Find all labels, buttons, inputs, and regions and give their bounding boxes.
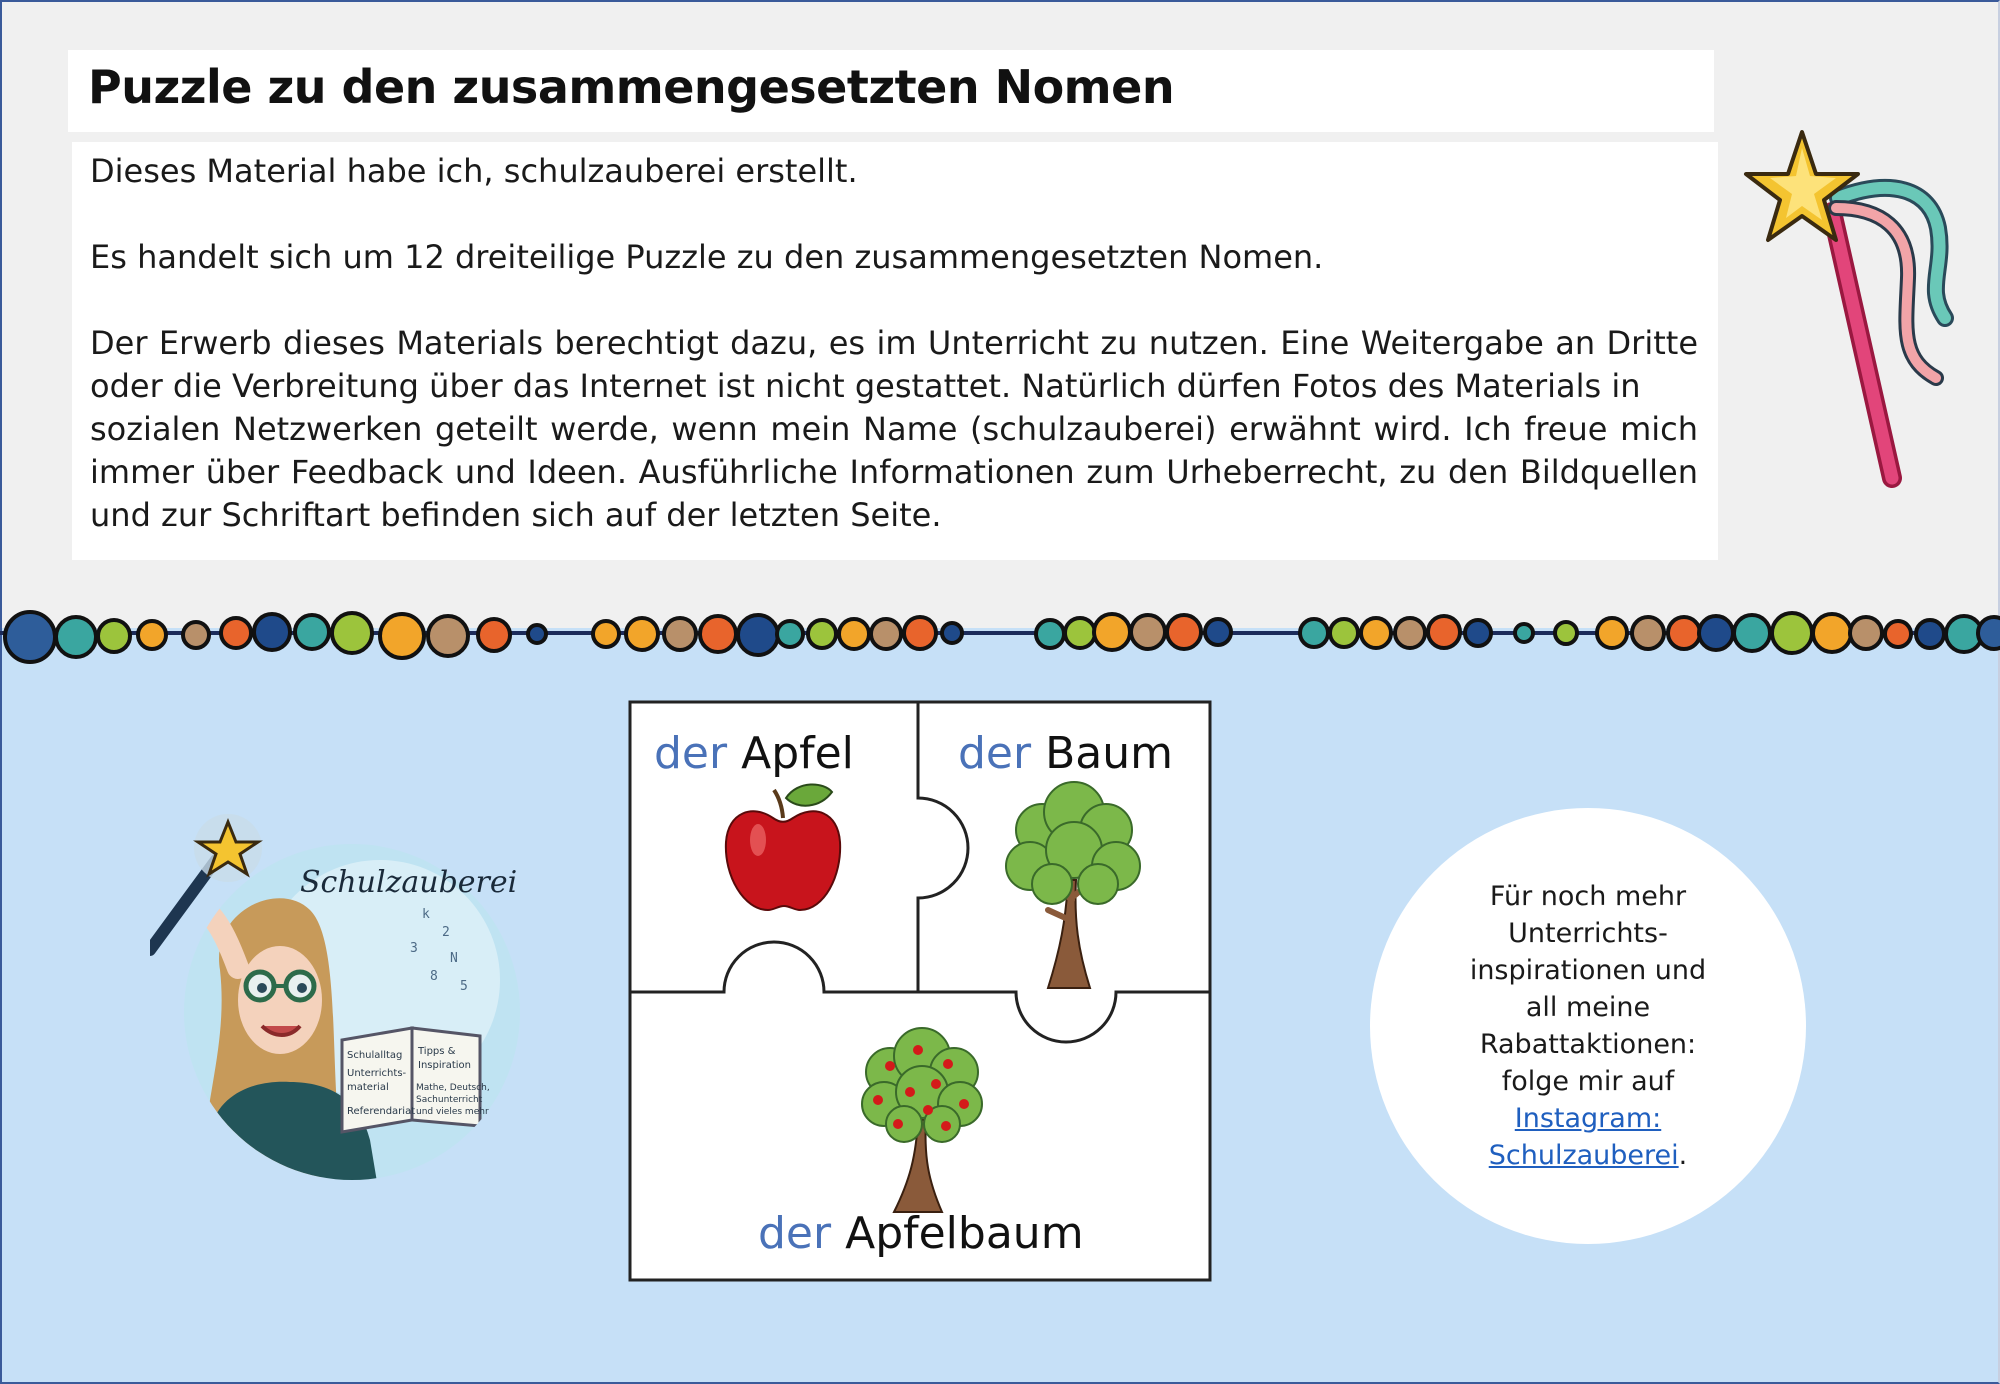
description-text — [90, 150, 1698, 537]
promo-line: folge mir auf — [1501, 1066, 1675, 1097]
logo-book-right-3: Mathe, Deutsch, — [416, 1083, 490, 1093]
schulzauberei-logo — [150, 800, 530, 1190]
logo-book-left-1: Schulalltag — [347, 1050, 403, 1061]
logo-book-right-1: Tipps & — [418, 1046, 456, 1057]
svg-text:N: N — [450, 951, 458, 966]
promo-line: Unterrichts- — [1508, 918, 1668, 949]
logo-brand-text: Schulzauberei — [300, 865, 518, 900]
svg-text:2: 2 — [442, 925, 450, 940]
logo-book-right-4: Sachunterricht — [416, 1095, 483, 1105]
description-box — [72, 142, 1718, 560]
svg-text:k: k — [422, 907, 430, 922]
puzzle-outline — [628, 700, 1214, 1284]
instagram-promo-text — [1420, 878, 1756, 1174]
logo-book-left-3: material — [347, 1082, 389, 1093]
article-label: der — [958, 728, 1032, 779]
page-title: Puzzle zu den zusammengesetzten Nomen — [88, 60, 1175, 114]
logo-book-right-2: Inspiration — [418, 1060, 472, 1071]
noun-label: Apfel — [741, 728, 854, 779]
compound-noun-puzzle — [628, 700, 1214, 1284]
noun-label: Baum — [1045, 728, 1173, 779]
decorative-bead-border — [0, 600, 2000, 670]
description-paragraph-license: Der Erwerb dieses Materials berechtigt dazu, es im Unterricht zu nutzen. Eine Weitergabe an Dritte oder die Verbreitung über das Internet ist nicht gestattet. Natürlich dürfen Fotos des Materials in — [90, 324, 1698, 405]
noun-label: Apfelbaum — [845, 1208, 1084, 1259]
trailing-period: . — [1678, 1140, 1688, 1171]
title-banner — [68, 50, 1714, 132]
puzzle-word-apfelbaum — [758, 1208, 1084, 1259]
svg-text:5: 5 — [460, 979, 468, 994]
magic-wand-icon — [1740, 128, 1960, 488]
instagram-promo-circle — [1370, 808, 1806, 1244]
description-paragraph-sharing: sozialen Netzwerken geteilt werde, wenn mein Name (schulzauberei) erwähnt wird. Ich freue mich immer über Feedback und Ideen. Ausführliche Informationen zum Urheberrecht, zu den Bildquellen und zur Schriftart befinden sich auf der letzten Seite. — [90, 410, 1698, 534]
promo-line: Rabattaktionen: — [1479, 1029, 1697, 1060]
description-line-content: Es handelt sich um 12 dreiteilige Puzzle zu den zusammengesetzten Nomen. — [90, 238, 1324, 276]
promo-line: all meine — [1525, 992, 1651, 1023]
article-label: der — [758, 1208, 832, 1259]
article-label: der — [654, 728, 728, 779]
logo-book-right-5: und vieles mehr — [416, 1107, 489, 1117]
puzzle-word-baum — [958, 728, 1173, 779]
instagram-link-line2[interactable]: Schulzauberei — [1488, 1140, 1679, 1171]
instagram-link-line1[interactable]: Instagram: — [1514, 1103, 1662, 1134]
description-line-author: Dieses Material habe ich, schulzauberei erstellt. — [90, 152, 858, 190]
puzzle-word-apfel — [654, 728, 854, 779]
promo-line: inspirationen und — [1469, 955, 1707, 986]
logo-book-left-4: Referendariat — [347, 1106, 416, 1117]
logo-book-left-2: Unterrichts- — [347, 1068, 407, 1079]
svg-text:8: 8 — [430, 969, 438, 984]
svg-text:3: 3 — [410, 941, 418, 956]
promo-line: Für noch mehr — [1489, 881, 1687, 912]
instagram-link[interactable] — [1489, 1103, 1679, 1171]
